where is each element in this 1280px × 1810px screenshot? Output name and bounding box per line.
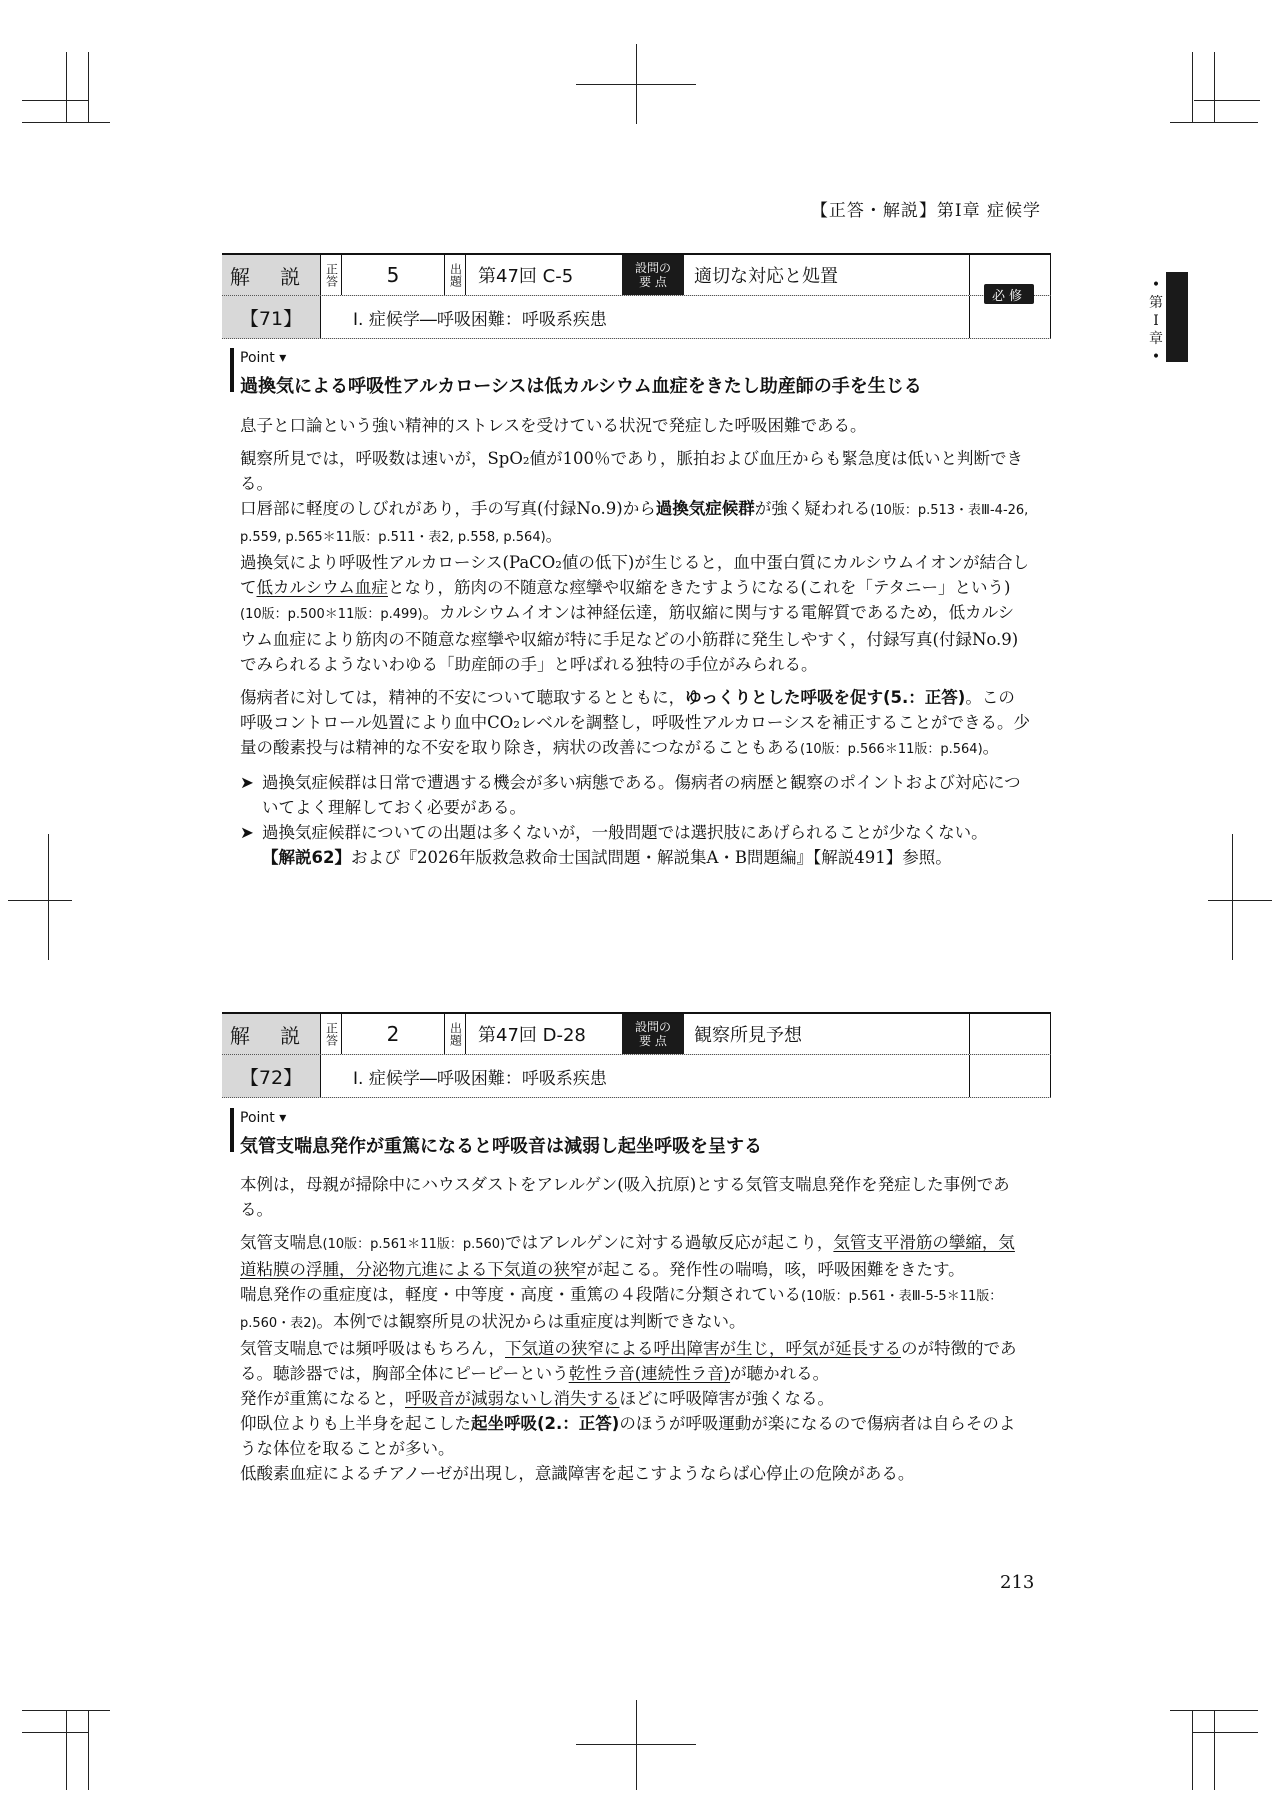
answer-value: 5 [342,255,444,295]
shutsudai-label: 出題 [444,1014,466,1054]
point-bar [230,348,234,392]
q72-header-table [222,1012,1051,1098]
paragraph: 気管支喘息では頻呼吸はもちろん，下気道の狭窄による呼出障害が生じ，呼気が延長するのが特徴的である。聴診器では，胸部全体にピーピーという乾性ラ音(連続性ラ音)が聴かれる。 [240,1339,1017,1383]
chapter-side-label: • 第 Ⅰ 章 • [1149,277,1163,365]
q71-explanation [240,413,1030,870]
paragraph: 喘息発作の重症度は，軽度・中等度・高度・重篤の４段階に分類されている(10版：p.561・表Ⅲ-5-5＊11版：p.560・表2)。本例では観察所見の状況からは重症度は判断できない。 [240,1285,1003,1331]
paragraph: 口唇部に軽度のしびれがあり，手の写真(付録No.9)から過換気症候群が強く疑われる(10版：p.513・表Ⅲ-4-26, p.559, p.565＊11版：p.511・表2, p.558, p.564)。 [240,499,1029,545]
arrow-note: ➤ 過換気症候群は日常で遭遇する機会が多い病態である。傷病者の病歴と観察のポイントおよび対応についてよく理解しておく必要がある。 [240,773,1021,817]
side-label-char: Ⅰ [1153,313,1159,329]
question-number: 【72】 [239,1066,303,1089]
paragraph: 傷病者に対しては，精神的不安について聴取するとともに，ゆっくりとした呼吸を促す(5.：正答)。この呼吸コントロール処置により血中CO₂レベルを調整し，呼吸性アルカローシスを補正することができる。少量の酸素投与は精神的な不安を取り除き，病状の改善につながることもある(10版：p.566＊11版：p.564)。 [240,688,1030,757]
arrow-note: ➤ 過換気症候群についての出題は多くないが，一般問題では選択肢にあげられることが少なくない。 [240,823,988,842]
cross-reference: 【解説62】および『2026年版救急救命士国試問題・解説集A・B問題編』【解説491】参照。 [262,848,952,867]
right-box [969,1055,1051,1097]
right-box [969,1014,1051,1054]
point-label: Point ▾ [240,350,287,366]
q71-header-table [222,253,1051,339]
chapter-side-tab [1166,272,1188,362]
point-bar [230,1108,234,1152]
paragraph: 過換気により呼吸性アルカローシス(PaCO₂値の低下)が生じると，血中蛋白質にカルシウムイオンが結合して低カルシウム血症となり，筋肉の不随意な痙攣や収縮をきたすようになる(これを「テタニー」という)(10版：p.500＊11版：p.499)。カルシウムイオンは神経伝達，筋収縮に関与する電解質であるため，低カルシウム血症により筋肉の不随意な痙攣や収縮が特に手足などの小筋群に発生しやすく，付録写真(付録No.9)でみられるようないわゆる「助産師の手」と呼ばれる独特の手位がみられる。 [240,553,1029,674]
exam-id: 第47回 D-28 [466,1014,622,1054]
seitou-label: 正答 [320,255,342,295]
exam-id: 第47回 C-5 [466,255,622,295]
paragraph: 仰臥位よりも上半身を起こした起坐呼吸(2.：正答)のほうが呼吸運動が楽になるので傷病者は自らそのような体位を取ることが多い。 [240,1414,1016,1458]
yoten-label: 設問の 要 点 [622,1014,684,1054]
chapter-line: Ⅰ. 症候学―呼吸困難：呼吸系疾患 [320,1055,969,1097]
yoten-label: 設問の 要 点 [622,255,684,295]
point-summary: 過換気による呼吸性アルカローシスは低カルシウム血症をきたし助産師の手を生じる [240,376,922,397]
chapter-line: Ⅰ. 症候学―呼吸困難：呼吸系疾患 [320,296,969,338]
paragraph: 低酸素血症によるチアノーゼが出現し，意識障害を起こすようならば心停止の危険がある。 [240,1464,915,1483]
paragraph: 息子と口論という強い精神的ストレスを受けている状況で発症した呼吸困難である。 [240,416,867,435]
q72-explanation [240,1172,1030,1486]
kaisetsu-label: 解 説 [229,1023,313,1048]
point-summary: 気管支喘息発作が重篤になると呼吸音は減弱し起坐呼吸を呈する [240,1136,762,1157]
topic: 観察所見予想 [684,1014,969,1054]
running-header: 【正答・解説】第Ⅰ章 症候学 [810,201,1041,221]
question-number: 【71】 [239,307,303,330]
hisshu-badge: 必修 [984,284,1034,304]
paragraph: 発作が重篤になると，呼吸音が減弱ないし消失するほどに呼吸障害が強くなる。 [240,1389,834,1408]
point-label: Point ▾ [240,1110,287,1126]
side-label-char: 章 [1149,331,1163,347]
page-number: 213 [1000,1572,1035,1593]
answer-value: 2 [342,1014,444,1054]
paragraph: 気管支喘息(10版：p.561＊11版：p.560)ではアレルゲンに対する過敏反応が起こり，気管支平滑筋の攣縮，気道粘膜の浮腫，分泌物亢進による下気道の狭窄が起こる。発作性の喘鳴，咳，呼吸困難をきたす。 [240,1233,1015,1279]
paragraph: 本例は，母親が掃除中にハウスダストをアレルゲン(吸入抗原)とする気管支喘息発作を発症した事例である。 [240,1175,1010,1219]
topic: 適切な対応と処置 [684,255,969,295]
side-label-char: 第 [1149,295,1163,311]
seitou-label: 正答 [320,1014,342,1054]
kaisetsu-label: 解 説 [229,264,313,289]
paragraph: 観察所見では，呼吸数は速いが，SpO₂値が100％であり，脈拍および血圧からも緊急度は低いと判断できる。 [240,449,1024,493]
shutsudai-label: 出題 [444,255,466,295]
